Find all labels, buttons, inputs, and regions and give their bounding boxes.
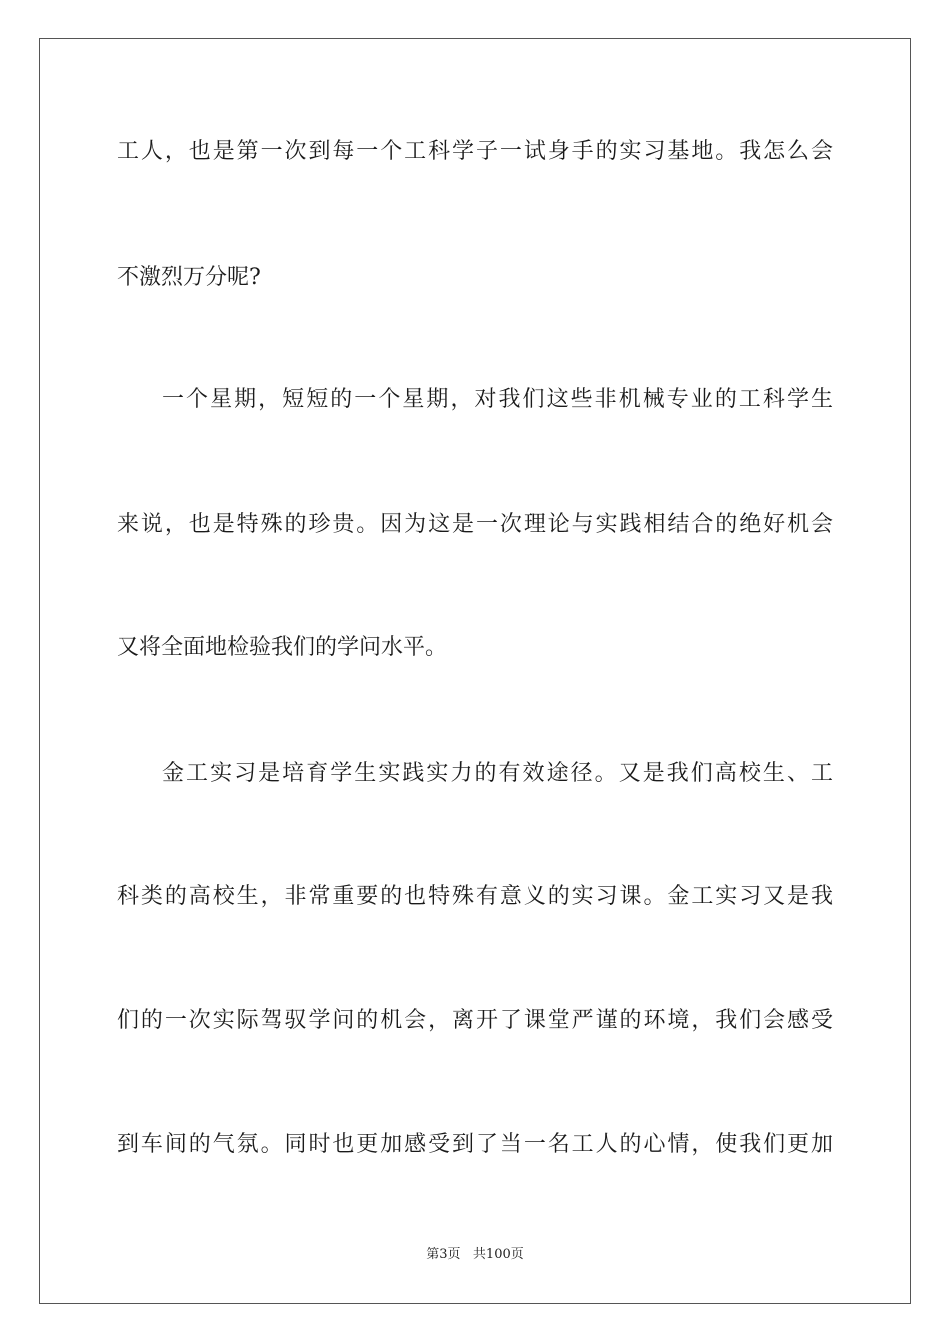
page-total: 共100页	[472, 1247, 524, 1262]
page-number: 第3页	[426, 1247, 461, 1262]
text-line: 科类的高校生，非常重要的也特殊有意义的实习课。金工实习又是我	[117, 884, 833, 909]
text-line: 一个星期，短短的一个星期，对我们这些非机械专业的工科学生	[162, 387, 833, 412]
text-line: 又将全面地检验我们的学问水平。	[117, 635, 448, 660]
text-line: 到车间的气氛。同时也更加感受到了当一名工人的心情，使我们更加	[117, 1132, 833, 1157]
text-line: 不激烈万分呢?	[117, 265, 261, 290]
page-footer	[0, 1246, 950, 1264]
text-line: 金工实习是培育学生实践实力的有效途径。又是我们高校生、工	[162, 761, 833, 786]
text-line: 们的一次实际驾驭学问的机会，离开了课堂严谨的环境，我们会感受	[117, 1008, 833, 1033]
text-line: 工人，也是第一次到每一个工科学子一试身手的实习基地。我怎么会	[117, 139, 833, 164]
text-line: 来说，也是特殊的珍贵。因为这是一次理论与实践相结合的绝好机会	[117, 512, 833, 537]
page-frame	[39, 38, 911, 1304]
